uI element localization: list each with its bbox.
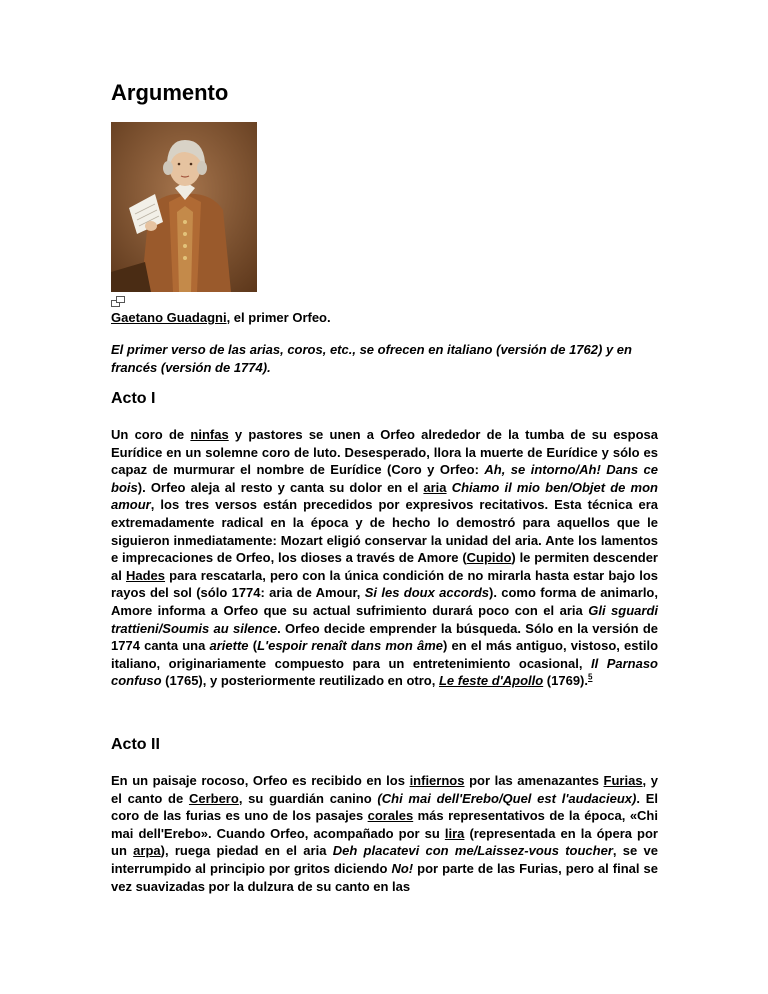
acto-1-paragraph: [111, 426, 658, 690]
italian-french-note: El primer verso de las arias, coros, etc., se ofrecen en italiano (versión de 1762) y en francés (versión de 1774).: [111, 342, 632, 375]
wiki-link[interactable]: ninfas: [190, 427, 229, 442]
page-title: Argumento: [111, 80, 229, 105]
italic-text: Ah, se intorno/Ah! Dans ce bois: [111, 462, 658, 495]
paragraph-text: . El coro de las furias es uno de los pasajes: [111, 790, 658, 824]
wiki-link[interactable]: arpa: [133, 843, 161, 859]
paragraph-text: ) le permiten descender al: [111, 550, 658, 583]
paragraph-text: (1769).: [543, 673, 588, 689]
paragraph-text: , los tres versos están precedidos por expresivos recitativos. Esta técnica era extremadamente radical en la época y de hecho lo demostró para aquellos que le siguieron inmediatamente: Mozart eligió conservar la unidad del aria. Ante los lamentos e imprecaciones de Orfeo, los dioses a través de Amore (: [111, 497, 658, 566]
wiki-link[interactable]: Hades: [126, 567, 166, 583]
paragraph-text: (representada en la ópera por un: [111, 825, 658, 859]
portrait-painting: [111, 122, 257, 292]
wiki-link[interactable]: aria: [423, 479, 447, 495]
paragraph-text: y pastores se unen a Orfeo alrededor de la tumba de su esposa Eurídice en un solemne coro de luto. Desesperado, llora la muerte de Eurídice y sólo es capaz de murmurar el nombre de Eurídice (Coro y Orfeo:: [111, 427, 658, 478]
italic-text: Gli sguardi trattieni/Soumis au silence: [111, 602, 659, 636]
paragraph-text: , su guardián canino: [238, 790, 378, 806]
italic-text: (Chi mai dell'Erebo/Quel est l'audacieux): [377, 790, 637, 806]
paragraph-text: Un coro de: [111, 427, 191, 442]
wiki-link[interactable]: lira: [444, 825, 465, 841]
italic-text: No!: [391, 860, 414, 876]
wiki-link[interactable]: Le feste d'Apollo: [438, 673, 544, 689]
paragraph-text: , se ve interrumpido al principio por gritos diciendo: [111, 843, 658, 876]
wiki-link[interactable]: infiernos: [409, 773, 465, 788]
paragraph-text: En un paisaje rocoso, Orfeo es recibido en los: [111, 773, 410, 788]
paragraph-text: ). como forma de animarlo, Amore informa a Orfeo que su actual sufrimiento durará poco con el aria: [111, 585, 658, 618]
portrait-image[interactable]: [111, 122, 257, 292]
paragraph-text: . Orfeo decide emprender la búsqueda. Sólo en la versión de 1774 canta una: [111, 620, 658, 654]
image-caption: [111, 310, 331, 325]
italic-text: Deh placatevi con me/Laissez-vous toucher: [332, 843, 613, 859]
paragraph-text: por las amenazantes: [464, 773, 604, 788]
paragraph-text: para rescatarla, pero con la única condición de no mirarla hasta estar bajo los rayos del sol (sólo 1774: aria de Amour,: [111, 567, 658, 601]
paragraph-text: ), ruega piedad en el aria: [160, 843, 333, 859]
wiki-link[interactable]: Cupido: [466, 550, 512, 566]
paragraph-text: (1765), y posteriormente reutilizado en otro,: [161, 673, 439, 689]
paragraph-text: (: [248, 638, 258, 654]
caption-text: , el primer Orfeo.: [226, 310, 331, 325]
italic-text: L'espoir renaît dans mon âme: [257, 638, 443, 654]
caption-link[interactable]: Gaetano Guadagni: [111, 310, 227, 325]
wiki-link[interactable]: corales: [367, 808, 414, 824]
italic-text: Il Parnaso confuso: [111, 655, 659, 689]
section-heading-acto-1: Acto I: [111, 390, 156, 407]
section-heading-acto-2: Acto II: [111, 736, 160, 753]
paragraph-text: , y el canto de: [111, 773, 658, 806]
wiki-link[interactable]: Furias: [603, 773, 643, 788]
paragraph-text: por parte de las Furias, pero al final se vez suavizadas por la dulzura de su canto en las: [111, 860, 658, 894]
italic-text: Si les doux accords: [364, 585, 489, 601]
enlarge-icon[interactable]: [111, 296, 125, 308]
acto-2-paragraph: [111, 772, 658, 895]
italic-text: Chiamo il mio ben/Objet de mon amour: [111, 479, 658, 513]
paragraph-text: más representativos de la época, «Chi mai dell'Erebo». Cuando Orfeo, acompañado por su: [111, 808, 658, 841]
footnote-link[interactable]: 5: [588, 672, 593, 682]
paragraph-text: ) en el más antiguo, vistoso, estilo italiano, originariamente compuesto para un entretenimiento ocasional,: [111, 638, 659, 671]
italic-text: ariette: [209, 638, 249, 654]
wiki-link[interactable]: Cerbero: [188, 790, 239, 806]
paragraph-text: ). Orfeo aleja al resto y canta su dolor en el: [137, 479, 424, 495]
